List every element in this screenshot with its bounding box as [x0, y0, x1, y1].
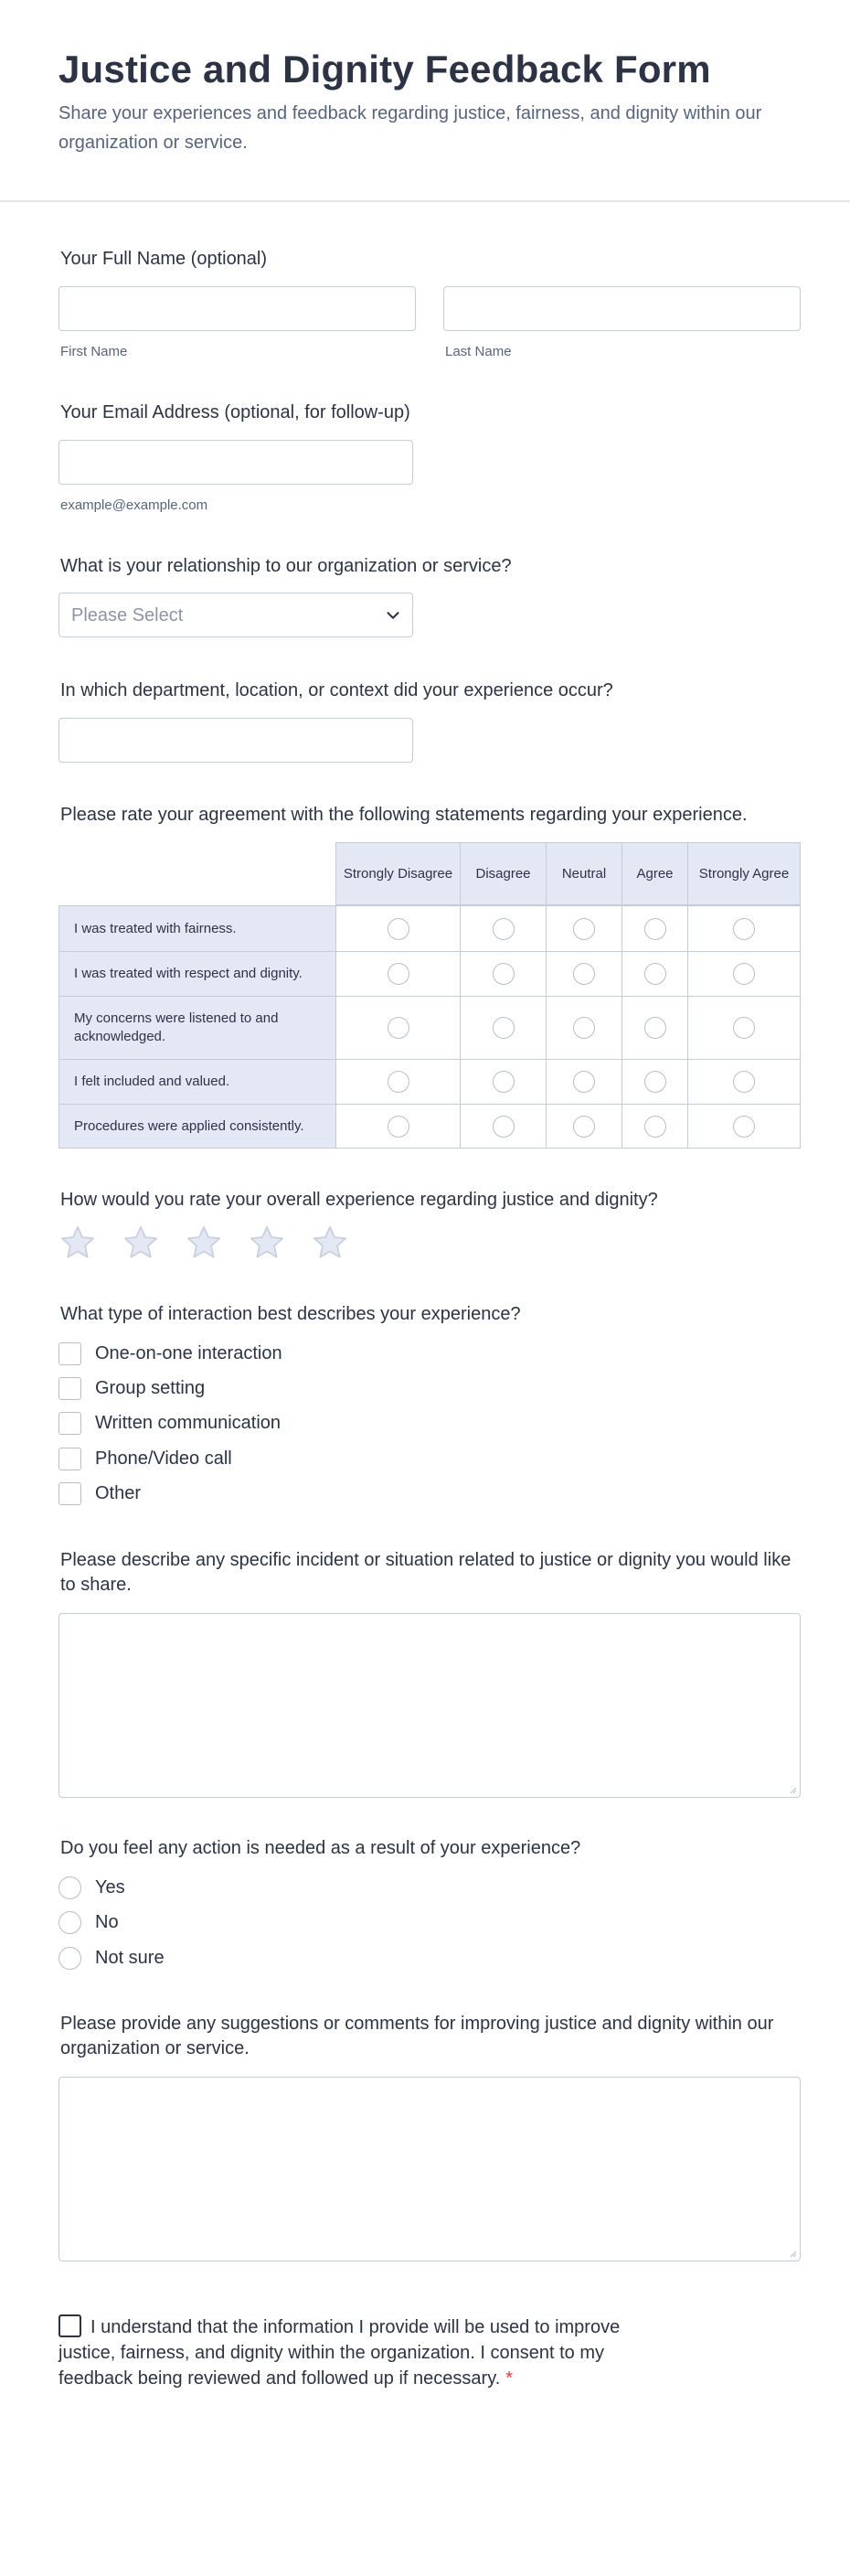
consent-field [58, 2314, 680, 2391]
email-sublabel: example@example.com [60, 497, 208, 513]
star-icon[interactable] [58, 1224, 97, 1262]
radio-button[interactable] [58, 1911, 81, 1934]
star-icon[interactable] [185, 1224, 223, 1262]
matrix-radio[interactable] [733, 1071, 755, 1093]
matrix-cell[interactable] [622, 996, 688, 1060]
radio-option[interactable] [58, 1945, 165, 1971]
matrix-row-label: I felt included and valued. [58, 1059, 336, 1105]
last-name-sublabel: Last Name [445, 344, 512, 359]
matrix-row-label: My concerns were listened to and acknowledged. [58, 996, 336, 1060]
matrix-radio[interactable] [493, 1116, 515, 1138]
checkbox-label: Other [95, 1482, 142, 1503]
first-name-sublabel: First Name [60, 344, 128, 359]
matrix-cell[interactable] [546, 996, 622, 1060]
matrix-radio[interactable] [644, 1071, 666, 1093]
checkbox-label: Group setting [95, 1377, 206, 1398]
matrix-radio[interactable] [573, 1071, 595, 1093]
matrix-cell[interactable] [687, 1059, 801, 1105]
checkbox-label: One-on-one interaction [95, 1342, 282, 1363]
matrix-radio[interactable] [388, 1116, 409, 1138]
resize-grip-icon[interactable] [788, 1785, 797, 1794]
form-header [0, 0, 850, 202]
matrix-radio[interactable] [573, 963, 595, 985]
radio-button[interactable] [58, 1947, 81, 1970]
checkbox-label: Written communication [95, 1412, 282, 1433]
relationship-select[interactable] [58, 593, 413, 637]
matrix-cell[interactable] [460, 1059, 547, 1105]
matrix-radio[interactable] [388, 963, 409, 985]
matrix-radio[interactable] [644, 918, 666, 940]
first-name-input[interactable] [58, 286, 416, 331]
matrix-cell[interactable] [335, 951, 461, 997]
matrix-cell[interactable] [687, 1104, 801, 1149]
context-input[interactable] [58, 718, 413, 763]
matrix-radio[interactable] [388, 1071, 409, 1093]
email-input[interactable] [58, 440, 413, 485]
matrix-col-header: Agree [622, 842, 688, 905]
checkbox-option[interactable] [58, 1341, 282, 1366]
form-subtitle: Share your experiences and feedback regarding justice, fairness, and dignity within our organization or service. [58, 103, 762, 153]
matrix-cell[interactable] [460, 951, 547, 997]
matrix-cell[interactable] [622, 905, 688, 952]
matrix-radio[interactable] [573, 918, 595, 940]
matrix-col-header: Disagree [460, 842, 547, 905]
name-label: Your Full Name (optional) [60, 249, 268, 269]
interaction-label: What type of interaction best describes your experience? [60, 1304, 521, 1324]
context-label: In which department, location, or context did your experience occur? [60, 680, 613, 700]
matrix-col-header: Strongly Agree [687, 842, 801, 905]
consent-text: I understand that the information I provide will be used to improve justice, fairness, and dignity within the organization. I consent to my feedback being reviewed and followed up if necessary. [58, 2317, 621, 2389]
matrix-row-label: I was treated with fairness. [58, 905, 336, 952]
matrix-radio[interactable] [644, 1116, 666, 1138]
matrix-col-header: Neutral [546, 842, 622, 905]
checkbox-option[interactable] [58, 1375, 205, 1401]
matrix-cell[interactable] [687, 951, 801, 997]
matrix-radio[interactable] [388, 1017, 409, 1039]
last-name-input[interactable] [443, 286, 801, 331]
required-mark: * [505, 2368, 514, 2389]
checkbox-option[interactable] [58, 1446, 232, 1471]
checkbox[interactable] [58, 1412, 81, 1435]
matrix-cell[interactable] [622, 1059, 688, 1105]
matrix-radio[interactable] [493, 1071, 515, 1093]
matrix-cell[interactable] [687, 905, 801, 952]
matrix-radio[interactable] [644, 1017, 666, 1039]
star-rating [58, 1224, 349, 1262]
checkbox[interactable] [58, 1482, 81, 1505]
matrix-radio[interactable] [573, 1017, 595, 1039]
matrix-radio[interactable] [733, 918, 755, 940]
radio-option[interactable] [58, 1909, 119, 1935]
chevron-down-icon [383, 605, 403, 625]
matrix-cell[interactable] [687, 996, 801, 1060]
matrix-row-label: Procedures were applied consistently. [58, 1104, 336, 1149]
matrix-cell[interactable] [460, 996, 547, 1060]
matrix-cell[interactable] [460, 1104, 547, 1149]
matrix-cell[interactable] [335, 1104, 461, 1149]
matrix-col-header: Strongly Disagree [335, 842, 461, 905]
matrix-cell[interactable] [335, 1059, 461, 1105]
matrix-cell[interactable] [335, 996, 461, 1060]
rating-label: How would you rate your overall experience regarding justice and dignity? [60, 1190, 658, 1210]
action-label: Do you feel any action is needed as a result of your experience? [60, 1838, 581, 1858]
checkbox-label: Phone/Video call [95, 1448, 232, 1469]
matrix-cell[interactable] [622, 951, 688, 997]
matrix-radio[interactable] [733, 963, 755, 985]
star-icon[interactable] [122, 1224, 160, 1262]
resize-grip-icon[interactable] [788, 2249, 797, 2258]
matrix-radio[interactable] [493, 1017, 515, 1039]
matrix-cell[interactable] [546, 1059, 622, 1105]
radio-option[interactable] [58, 1875, 125, 1900]
matrix-radio[interactable] [733, 1116, 755, 1138]
consent-checkbox[interactable] [58, 2314, 81, 2337]
matrix-row-label: I was treated with respect and dignity. [58, 951, 336, 997]
matrix-radio[interactable] [493, 918, 515, 940]
matrix-radio[interactable] [388, 918, 409, 940]
relationship-label: What is your relationship to our organization or service? [60, 556, 512, 576]
suggestions-textarea[interactable] [58, 2077, 801, 2261]
form-title: Justice and Dignity Feedback Form [58, 48, 711, 91]
star-icon[interactable] [311, 1224, 349, 1262]
checkbox-option[interactable] [58, 1410, 281, 1436]
matrix-cell[interactable] [622, 1104, 688, 1149]
matrix-cell[interactable] [546, 1104, 622, 1149]
matrix-radio[interactable] [493, 963, 515, 985]
email-label: Your Email Address (optional, for follow-up) [60, 402, 410, 422]
checkbox[interactable] [58, 1377, 81, 1400]
matrix-radio[interactable] [573, 1116, 595, 1138]
matrix-radio[interactable] [644, 963, 666, 985]
matrix-cell[interactable] [546, 905, 622, 952]
matrix-radio[interactable] [733, 1017, 755, 1039]
radio-label: Yes [95, 1876, 125, 1897]
checkbox-option[interactable] [58, 1480, 141, 1506]
checkbox[interactable] [58, 1448, 81, 1470]
matrix-label: Please rate your agreement with the following statements regarding your experience. [60, 805, 748, 825]
suggestions-label: Please provide any suggestions or comments for improving justice and dignity within our organization or service. [60, 2014, 774, 2058]
matrix-cell[interactable] [546, 951, 622, 997]
matrix-cell[interactable] [335, 905, 461, 952]
incident-label: Please describe any specific incident or situation related to justice or dignity you would like to share. [60, 1550, 792, 1595]
radio-button[interactable] [58, 1876, 81, 1899]
relationship-select-placeholder: Please Select [71, 605, 184, 625]
checkbox[interactable] [58, 1342, 81, 1365]
radio-label: Not sure [95, 1947, 165, 1968]
incident-textarea[interactable] [58, 1613, 801, 1798]
star-icon[interactable] [248, 1224, 286, 1262]
agreement-matrix [58, 842, 801, 1149]
matrix-cell[interactable] [460, 905, 547, 952]
radio-label: No [95, 1911, 119, 1932]
